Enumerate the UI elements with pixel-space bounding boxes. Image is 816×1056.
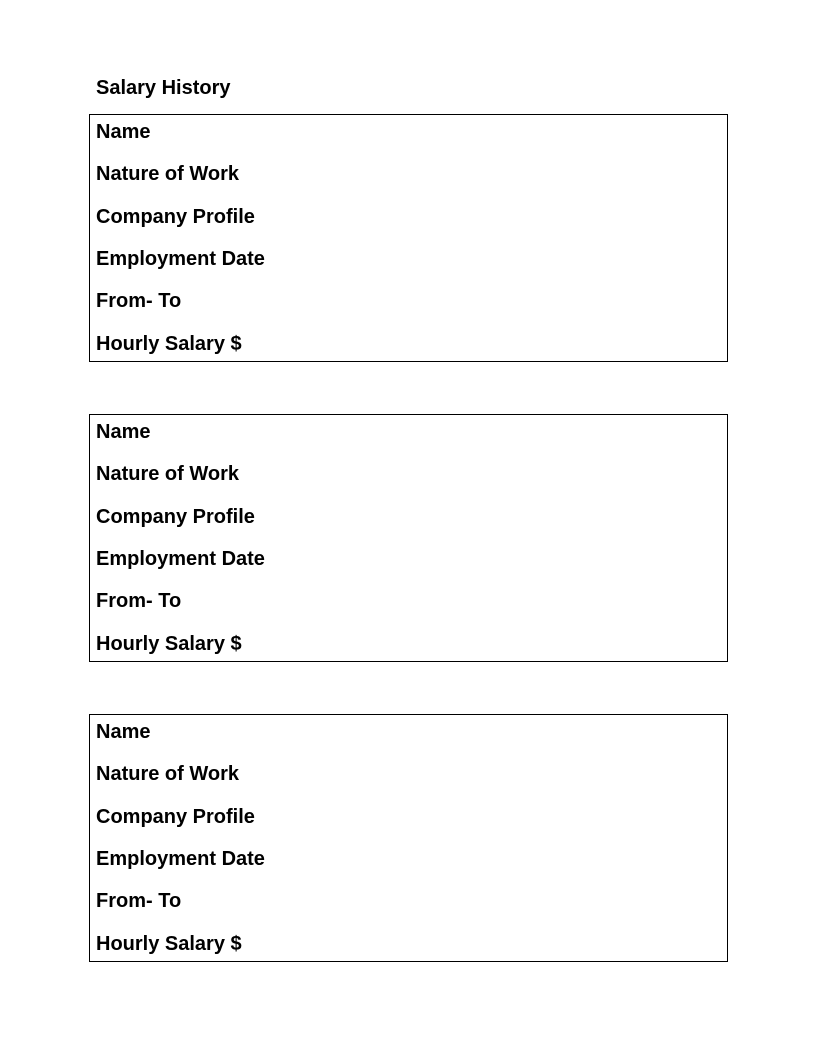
salary-record-3 bbox=[89, 714, 728, 962]
employment-date-label: Employment Date bbox=[96, 248, 265, 270]
employment-date-label: Employment Date bbox=[96, 848, 265, 870]
name-label: Name bbox=[96, 421, 151, 443]
hourly-salary-label: Hourly Salary $ bbox=[96, 933, 242, 955]
nature-of-work-label: Nature of Work bbox=[96, 463, 239, 485]
name-label: Name bbox=[96, 121, 151, 143]
nature-of-work-label: Nature of Work bbox=[96, 163, 239, 185]
from-to-label: From- To bbox=[96, 890, 182, 912]
from-to-label: From- To bbox=[96, 590, 182, 612]
salary-record-1 bbox=[89, 114, 728, 362]
from-to-label: From- To bbox=[96, 290, 182, 312]
company-profile-label: Company Profile bbox=[96, 206, 255, 228]
page-title: Salary History bbox=[96, 77, 231, 99]
salary-record-2 bbox=[89, 414, 728, 662]
employment-date-label: Employment Date bbox=[96, 548, 265, 570]
company-profile-label: Company Profile bbox=[96, 806, 255, 828]
hourly-salary-label: Hourly Salary $ bbox=[96, 333, 242, 355]
company-profile-label: Company Profile bbox=[96, 506, 255, 528]
hourly-salary-label: Hourly Salary $ bbox=[96, 633, 242, 655]
nature-of-work-label: Nature of Work bbox=[96, 763, 239, 785]
name-label: Name bbox=[96, 721, 151, 743]
